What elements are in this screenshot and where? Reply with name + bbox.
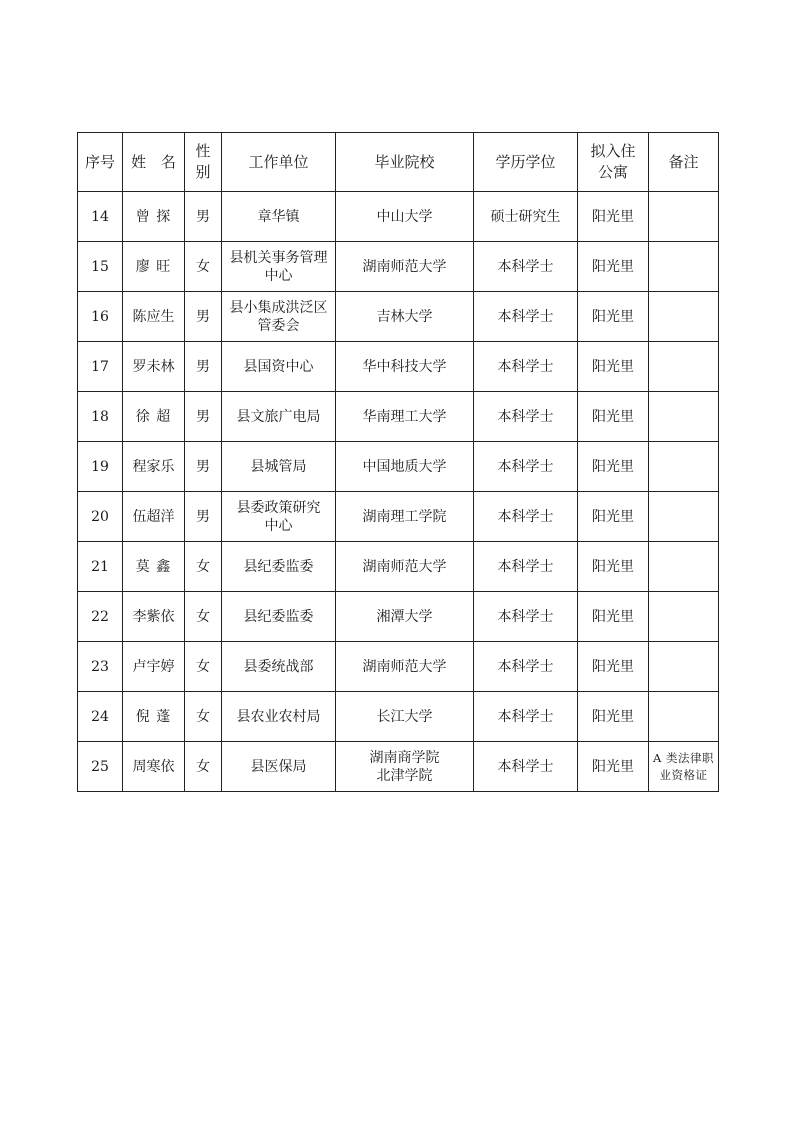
cell-unit-line1: 县委政策研究 — [236, 499, 321, 516]
cell-remark — [649, 242, 719, 292]
cell-unit — [222, 392, 336, 442]
cell-degree: 本科学士 — [474, 742, 578, 792]
table-row — [78, 442, 719, 492]
cell-gender: 女 — [185, 592, 222, 642]
cell-no: 17 — [78, 342, 123, 392]
header-gender-line1: 性 — [195, 142, 211, 160]
cell-degree: 本科学士 — [474, 292, 578, 342]
table-row — [78, 642, 719, 692]
cell-apartment: 阳光里 — [578, 292, 649, 342]
header-no: 序号 — [78, 133, 123, 192]
cell-remark — [649, 592, 719, 642]
cell-remark — [649, 392, 719, 442]
cell-gender: 男 — [185, 492, 222, 542]
cell-degree: 本科学士 — [474, 392, 578, 442]
cell-unit-line2: 中心 — [264, 267, 293, 284]
cell-unit — [222, 492, 336, 542]
cell-no: 14 — [78, 192, 123, 242]
cell-apartment: 阳光里 — [578, 742, 649, 792]
cell-apartment: 阳光里 — [578, 192, 649, 242]
cell-school-line1: 湖南师范大学 — [362, 558, 447, 575]
cell-gender: 女 — [185, 542, 222, 592]
cell-remark-line1: A 类法律职 — [653, 750, 714, 765]
cell-unit-line1: 县纪委监委 — [243, 558, 314, 575]
table-row — [78, 292, 719, 342]
cell-degree: 本科学士 — [474, 342, 578, 392]
cell-gender: 男 — [185, 342, 222, 392]
cell-school-line1: 华南理工大学 — [362, 408, 447, 425]
header-remark: 备注 — [649, 133, 719, 192]
cell-school — [336, 392, 474, 442]
cell-unit-line1: 县机关事务管理 — [229, 249, 328, 266]
cell-name: 程家乐 — [123, 442, 185, 492]
cell-name: 廖 旺 — [123, 242, 185, 292]
cell-no: 22 — [78, 592, 123, 642]
cell-unit — [222, 192, 336, 242]
cell-remark — [649, 742, 719, 792]
cell-school — [336, 542, 474, 592]
cell-unit-line2: 中心 — [264, 517, 293, 534]
cell-school — [336, 592, 474, 642]
cell-no: 16 — [78, 292, 123, 342]
cell-apartment: 阳光里 — [578, 392, 649, 442]
table-row — [78, 692, 719, 742]
cell-remark — [649, 192, 719, 242]
cell-school — [336, 492, 474, 542]
cell-no: 15 — [78, 242, 123, 292]
cell-apartment: 阳光里 — [578, 242, 649, 292]
cell-unit-line2: 管委会 — [257, 317, 300, 334]
cell-unit — [222, 542, 336, 592]
cell-apartment: 阳光里 — [578, 642, 649, 692]
cell-school-line1: 中国地质大学 — [362, 458, 447, 475]
cell-school — [336, 292, 474, 342]
cell-unit-line1: 县医保局 — [250, 758, 307, 775]
cell-name: 陈应生 — [123, 292, 185, 342]
header-gender — [185, 133, 222, 192]
cell-unit-line1: 县农业农村局 — [236, 708, 321, 725]
cell-unit-line1: 章华镇 — [257, 208, 300, 225]
cell-apartment: 阳光里 — [578, 592, 649, 642]
cell-school-line1: 湖南理工学院 — [362, 508, 447, 525]
cell-unit-line1: 县纪委监委 — [243, 608, 314, 625]
cell-unit — [222, 642, 336, 692]
cell-apartment: 阳光里 — [578, 692, 649, 742]
personnel-table — [77, 132, 719, 792]
header-school: 毕业院校 — [336, 133, 474, 192]
cell-gender: 女 — [185, 692, 222, 742]
table-row — [78, 192, 719, 242]
table-row — [78, 542, 719, 592]
cell-degree: 本科学士 — [474, 542, 578, 592]
cell-no: 21 — [78, 542, 123, 592]
cell-degree: 硕士研究生 — [474, 192, 578, 242]
cell-name: 罗未林 — [123, 342, 185, 392]
cell-apartment: 阳光里 — [578, 442, 649, 492]
cell-remark — [649, 342, 719, 392]
cell-degree: 本科学士 — [474, 492, 578, 542]
cell-unit-line1: 县文旅广电局 — [236, 408, 321, 425]
cell-name: 曾 探 — [123, 192, 185, 242]
cell-unit — [222, 692, 336, 742]
cell-school-line1: 吉林大学 — [376, 308, 433, 325]
cell-name: 徐 超 — [123, 392, 185, 442]
table-row — [78, 492, 719, 542]
cell-unit-line1: 县小集成洪泛区 — [229, 299, 328, 316]
cell-name: 周寒依 — [123, 742, 185, 792]
table-row — [78, 592, 719, 642]
header-apartment-line1: 拟入住 — [590, 142, 636, 160]
cell-remark — [649, 442, 719, 492]
cell-apartment: 阳光里 — [578, 342, 649, 392]
table-body — [78, 192, 719, 792]
cell-school-line1: 华中科技大学 — [362, 358, 447, 375]
cell-school-line1: 中山大学 — [376, 208, 433, 225]
cell-school — [336, 242, 474, 292]
table-row — [78, 242, 719, 292]
cell-degree: 本科学士 — [474, 242, 578, 292]
cell-apartment: 阳光里 — [578, 542, 649, 592]
cell-unit-line1: 县委统战部 — [243, 658, 314, 675]
cell-gender: 男 — [185, 292, 222, 342]
cell-name: 伍超洋 — [123, 492, 185, 542]
cell-degree: 本科学士 — [474, 692, 578, 742]
cell-remark-line2: 业资格证 — [659, 767, 708, 782]
cell-remark — [649, 492, 719, 542]
cell-remark — [649, 542, 719, 592]
cell-school-line2: 北津学院 — [376, 767, 433, 784]
cell-no: 20 — [78, 492, 123, 542]
cell-remark — [649, 642, 719, 692]
cell-remark — [649, 292, 719, 342]
cell-school — [336, 692, 474, 742]
cell-unit — [222, 342, 336, 392]
cell-unit-line1: 县城管局 — [250, 458, 307, 475]
cell-school-line1: 湘潭大学 — [376, 608, 433, 625]
cell-unit — [222, 592, 336, 642]
cell-school — [336, 742, 474, 792]
cell-degree: 本科学士 — [474, 442, 578, 492]
cell-school — [336, 642, 474, 692]
cell-school-line1: 湖南师范大学 — [362, 258, 447, 275]
table-row — [78, 742, 719, 792]
cell-unit-line1: 县国资中心 — [243, 358, 314, 375]
cell-unit — [222, 442, 336, 492]
cell-remark — [649, 692, 719, 742]
cell-school-line1: 湖南商学院 — [369, 749, 440, 766]
cell-degree: 本科学士 — [474, 642, 578, 692]
cell-gender: 男 — [185, 392, 222, 442]
cell-gender: 女 — [185, 742, 222, 792]
cell-gender: 女 — [185, 242, 222, 292]
cell-name: 莫 鑫 — [123, 542, 185, 592]
cell-school — [336, 342, 474, 392]
cell-school — [336, 442, 474, 492]
header-gender-line2: 别 — [195, 163, 211, 181]
cell-school-line1: 湖南师范大学 — [362, 658, 447, 675]
header-apartment — [578, 133, 649, 192]
cell-unit — [222, 242, 336, 292]
cell-name: 李紫依 — [123, 592, 185, 642]
header-apartment-line2: 公寓 — [597, 163, 628, 181]
cell-degree: 本科学士 — [474, 592, 578, 642]
cell-unit — [222, 292, 336, 342]
table-row — [78, 392, 719, 442]
table-header-row — [78, 133, 719, 192]
header-unit: 工作单位 — [222, 133, 336, 192]
cell-unit — [222, 742, 336, 792]
header-name: 姓 名 — [123, 133, 185, 192]
cell-no: 23 — [78, 642, 123, 692]
cell-school — [336, 192, 474, 242]
cell-school-line1: 长江大学 — [376, 708, 433, 725]
cell-no: 18 — [78, 392, 123, 442]
cell-gender: 男 — [185, 442, 222, 492]
cell-no: 25 — [78, 742, 123, 792]
cell-apartment: 阳光里 — [578, 492, 649, 542]
cell-name: 倪 蓬 — [123, 692, 185, 742]
cell-no: 24 — [78, 692, 123, 742]
cell-no: 19 — [78, 442, 123, 492]
cell-gender: 男 — [185, 192, 222, 242]
header-degree: 学历学位 — [474, 133, 578, 192]
cell-gender: 女 — [185, 642, 222, 692]
table-row — [78, 342, 719, 392]
cell-name: 卢宇婷 — [123, 642, 185, 692]
